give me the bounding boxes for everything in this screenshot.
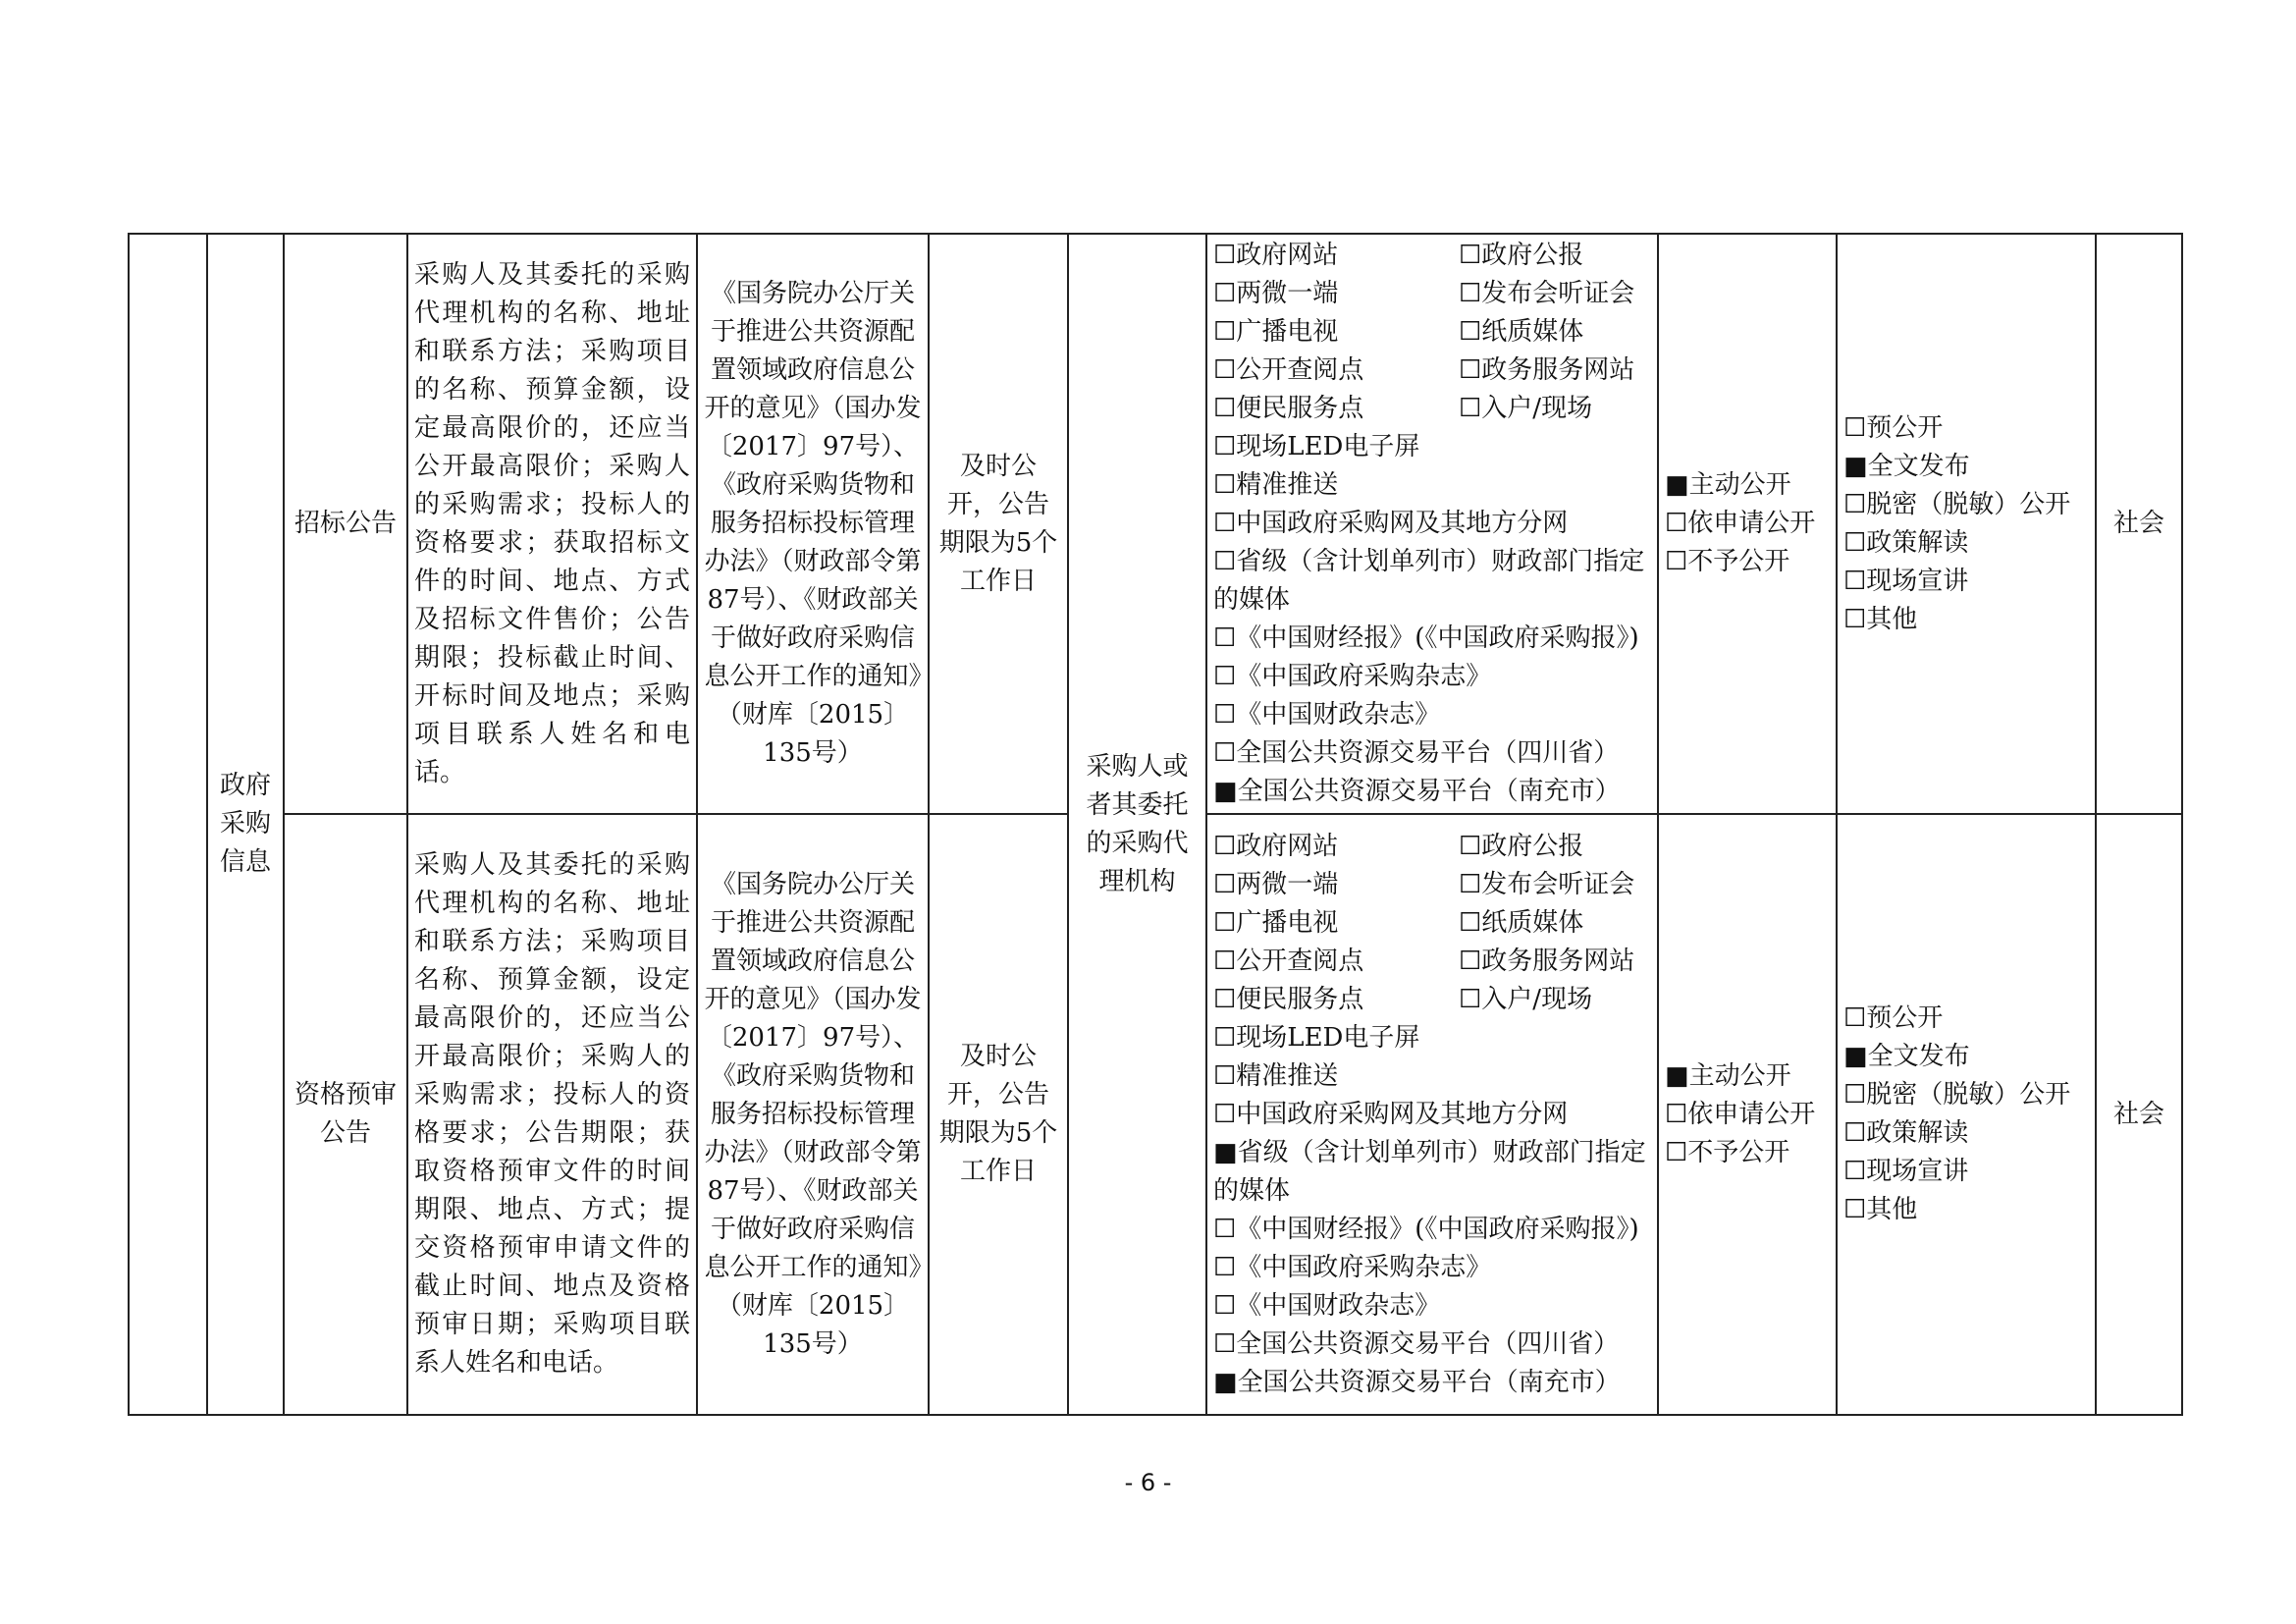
page-number: - 6 - — [1124, 1469, 1172, 1496]
form-option: ☐预公开 — [1843, 412, 1944, 443]
channel-option: ☐《中国财政杂志》 — [1213, 1290, 1441, 1321]
form-option: ■全文发布 — [1843, 1042, 1970, 1071]
responsible-cell: 采购人或者其委托的采购代理机构 — [1068, 234, 1206, 1415]
channel-option: ☐政府网站 — [1213, 241, 1339, 270]
channel-option: ☐纸质媒体 — [1459, 317, 1584, 347]
target-cell: 社会 — [2096, 234, 2182, 814]
blank-cell — [129, 234, 207, 1415]
channel-option: ☐中国政府采购网及其地方分网 — [1213, 509, 1569, 538]
disclosure-mode-cell — [1658, 814, 1837, 1415]
channels-cell — [1206, 814, 1658, 1415]
channel-option: ☐广播电视 — [1213, 317, 1339, 347]
channel-option: ☐中国政府采购网及其地方分网 — [1213, 1099, 1569, 1129]
form-option: ■全文发布 — [1843, 451, 1970, 481]
channel-option: ☐全国公共资源交易平台（四川省） — [1213, 1328, 1620, 1359]
channel-option: ☐省级（含计划单列市）财政部门指定的媒体 — [1213, 547, 1645, 615]
channel-option: ☐公开查阅点 — [1213, 946, 1364, 976]
content-cell: 采购人及其委托的采购代理机构的名称、地址和联系方法；采购项目的名称、预算金额，设定最高限价的，还应当公开最高限价；采购人的采购需求；投标人的资格要求；获取招标文件的时间、地点、方式及招标文件售价；公告期限；投标截止时间、开标时间及地点；采购项目联系人姓名和电话。 — [407, 234, 697, 814]
form-option: ☐其他 — [1843, 604, 1918, 634]
channel-option: ☐《中国财经报》(《中国政府采购报》) — [1213, 1214, 1639, 1244]
channel-option: ☐现场LED电子屏 — [1213, 432, 1420, 461]
channel-option: ☐发布会听证会 — [1459, 279, 1635, 308]
disclosure-option: ■主动公开 — [1665, 1060, 1791, 1091]
channel-option: ☐便民服务点 — [1213, 394, 1364, 423]
channel-option: ☐政务服务网站 — [1459, 946, 1635, 976]
channel-option: ☐纸质媒体 — [1459, 907, 1584, 938]
channel-option: ☐《中国政府采购杂志》 — [1213, 1252, 1492, 1282]
target-cell: 社会 — [2096, 814, 2182, 1415]
disclosure-option: ☐依申请公开 — [1665, 509, 1816, 538]
channel-option: ☐政府公报 — [1459, 831, 1584, 861]
channel-option: ☐《中国财政杂志》 — [1213, 700, 1441, 730]
channel-option: ☐便民服务点 — [1213, 984, 1364, 1014]
channel-option: ■全国公共资源交易平台（南充市） — [1213, 1367, 1621, 1397]
form-option: ☐脱密（脱敏）公开 — [1843, 1080, 2071, 1110]
channel-option: ☐公开查阅点 — [1213, 355, 1364, 385]
form-option: ☐脱密（脱敏）公开 — [1843, 489, 2071, 519]
channel-option: ☐《中国政府采购杂志》 — [1213, 662, 1492, 691]
channel-option: ☐精准推送 — [1213, 1060, 1339, 1091]
basis-cell: 《国务院办公厅关于推进公共资源配置领域政府信息公开的意见》（国办发〔2017〕97号）、《政府采购货物和服务招标投标管理办法》（财政部令第87号）、《财政部关于做好政府采购信息公开工作的通知》（财库〔2015〕135号） — [697, 814, 929, 1415]
channel-option: ☐入户/现场 — [1459, 394, 1593, 423]
channel-option: ☐现场LED电子屏 — [1213, 1022, 1420, 1053]
disclosure-table — [128, 233, 2183, 1416]
channel-option: ☐政府公报 — [1459, 241, 1584, 270]
basis-cell: 《国务院办公厅关于推进公共资源配置领域政府信息公开的意见》（国办发〔2017〕97号）、《政府采购货物和服务招标投标管理办法》（财政部令第87号）、《财政部关于做好政府采购信息公开工作的通知》（财库〔2015〕135号） — [697, 234, 929, 814]
channels-cell — [1206, 234, 1658, 814]
table-row — [129, 234, 2182, 814]
disclosure-option: ☐不予公开 — [1665, 1137, 1790, 1167]
disclosure-form-cell — [1837, 234, 2096, 814]
disclosure-form-cell — [1837, 814, 2096, 1415]
channel-option: ☐两微一端 — [1213, 869, 1339, 899]
form-option: ☐现场宣讲 — [1843, 1157, 1969, 1186]
item-name-cell: 招标公告 — [284, 234, 407, 814]
channel-option: ☐精准推送 — [1213, 470, 1339, 500]
disclosure-option: ☐不予公开 — [1665, 547, 1790, 576]
content-cell: 采购人及其委托的采购代理机构的名称、地址和联系方法；采购项目名称、预算金额，设定最高限价的，还应当公开最高限价；采购人的采购需求；投标人的资格要求；公告期限；获取资格预审文件的时间期限、地点、方式；提交资格预审申请文件的截止时间、地点及资格预审日期；采购项目联系人姓名和电话。 — [407, 814, 697, 1415]
channel-option: ☐《中国财经报》(《中国政府采购报》) — [1213, 623, 1639, 653]
channel-option: ☐入户/现场 — [1459, 984, 1593, 1014]
form-option: ☐预公开 — [1843, 1003, 1944, 1033]
disclosure-mode-cell — [1658, 234, 1837, 814]
channel-option: ■全国公共资源交易平台（南充市） — [1213, 777, 1621, 806]
channel-option: ☐发布会听证会 — [1459, 869, 1635, 899]
timeframe-cell: 及时公开，公告期限为5个工作日 — [929, 234, 1068, 814]
form-option: ☐现场宣讲 — [1843, 566, 1969, 596]
channel-option: ☐广播电视 — [1213, 907, 1339, 938]
form-option: ☐政策解读 — [1843, 1118, 1969, 1148]
timeframe-cell: 及时公开，公告期限为5个工作日 — [929, 814, 1068, 1415]
item-name-cell: 资格预审公告 — [284, 814, 407, 1415]
form-option: ☐政策解读 — [1843, 527, 1969, 558]
channel-option: ☐全国公共资源交易平台（四川省） — [1213, 738, 1620, 768]
channel-option: ☐政府网站 — [1213, 831, 1339, 861]
disclosure-option: ■主动公开 — [1665, 470, 1791, 500]
form-option: ☐其他 — [1843, 1195, 1918, 1224]
disclosure-option: ☐依申请公开 — [1665, 1099, 1816, 1129]
channel-option: ☐两微一端 — [1213, 279, 1339, 308]
channel-option: ■省级（含计划单列市）财政部门指定的媒体 — [1213, 1137, 1646, 1206]
category-cell: 政府采购信息 — [207, 234, 284, 1415]
channel-option: ☐政务服务网站 — [1459, 355, 1635, 385]
